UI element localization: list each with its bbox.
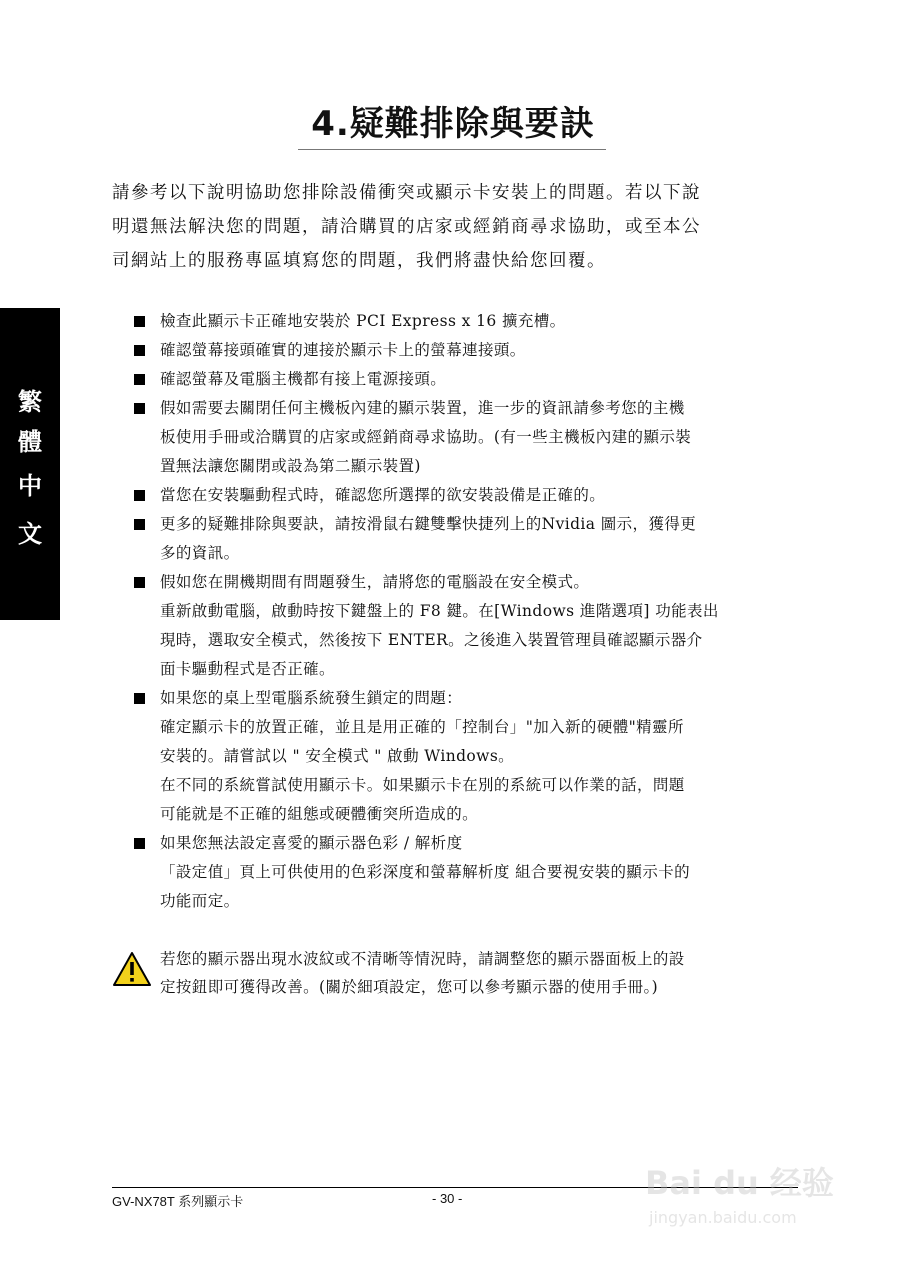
item-line: 「設定值」頁上可供使用的色彩深度和螢幕解析度 組合要視安裝的顯示卡的 bbox=[160, 863, 691, 881]
item-line: 如果您無法設定喜愛的顯示器色彩 / 解析度 bbox=[160, 834, 463, 852]
bullet-square-icon bbox=[134, 345, 145, 356]
list-item bbox=[134, 307, 796, 336]
intro-line: 請參考以下說明協助您排除設備衝突或顯示卡安裝上的問題。若以下說 bbox=[112, 183, 701, 203]
bullet-square-icon bbox=[134, 838, 145, 849]
item-line: 多的資訊。 bbox=[160, 544, 240, 562]
bullet-square-icon bbox=[134, 490, 145, 501]
list-item bbox=[134, 336, 796, 365]
footer-product: GV-NX78T 系列顯示卡 bbox=[112, 1194, 244, 1209]
language-side-tab bbox=[0, 308, 60, 620]
warning-note bbox=[112, 945, 798, 1001]
title-underline bbox=[298, 149, 606, 150]
item-line: 功能而定。 bbox=[160, 892, 240, 910]
item-line: 假如您在開機期間有問題發生，請將您的電腦設在安全模式。 bbox=[160, 573, 590, 591]
intro-paragraph bbox=[112, 176, 797, 278]
item-line: 在不同的系統嘗試使用顯示卡。如果顯示卡在別的系統可以作業的話，問題 bbox=[160, 776, 685, 794]
item-line: 板使用手冊或洽購買的店家或經銷商尋求協助。(有一些主機板內建的顯示裝 bbox=[160, 428, 692, 446]
list-item bbox=[134, 684, 796, 829]
intro-line: 司網站上的服務專區填寫您的問題，我們將盡快給您回覆。 bbox=[112, 251, 606, 271]
intro-line: 明還無法解決您的問題，請洽購買的店家或經銷商尋求協助，或至本公 bbox=[112, 217, 701, 237]
item-line: 現時，選取安全模式，然後按下 ENTER。之後進入裝置管理員確認顯示器介 bbox=[160, 631, 703, 649]
side-tab-char-4: 文 bbox=[18, 519, 42, 548]
list-item bbox=[134, 365, 796, 394]
list-item bbox=[134, 481, 796, 510]
item-line: 當您在安裝驅動程式時，確認您所選擇的欲安裝設備是正確的。 bbox=[160, 486, 606, 504]
warning-text bbox=[160, 945, 798, 1001]
warning-triangle-icon bbox=[112, 951, 152, 987]
watermark-logo: Bai du 经验 bbox=[645, 1164, 834, 1202]
watermark-url: jingyan.baidu.com bbox=[649, 1208, 797, 1227]
item-line: 面卡驅動程式是否正確。 bbox=[160, 660, 335, 678]
page-title: 4.疑難排除與要訣 bbox=[311, 104, 595, 144]
bullet-square-icon bbox=[134, 577, 145, 588]
item-line: 假如需要去關閉任何主機板內建的顯示裝置，進一步的資訊請參考您的主機 bbox=[160, 399, 685, 417]
item-line: 確認螢幕接頭確實的連接於顯示卡上的螢幕連接頭。 bbox=[160, 341, 526, 359]
item-line: 檢查此顯示卡正確地安裝於 PCI Express x 16 擴充槽。 bbox=[160, 312, 566, 330]
watermark bbox=[645, 1158, 865, 1258]
side-tab-char-3: 中 bbox=[18, 471, 42, 500]
warning-line: 若您的顯示器出現水波紋或不清晰等情況時，請調整您的顯示器面板上的設 bbox=[160, 950, 685, 968]
item-line: 更多的疑難排除與要訣，請按滑鼠右鍵雙擊快捷列上的Nvidia 圖示，獲得更 bbox=[160, 515, 697, 533]
bullet-square-icon bbox=[134, 374, 145, 385]
bullet-square-icon bbox=[134, 693, 145, 704]
bullet-square-icon bbox=[134, 316, 145, 327]
list-item bbox=[134, 394, 796, 481]
item-line: 置無法讓您關閉或設為第二顯示裝置) bbox=[160, 457, 421, 475]
bullet-square-icon bbox=[134, 403, 145, 414]
item-line: 確認螢幕及電腦主機都有接上電源接頭。 bbox=[160, 370, 447, 388]
item-line: 如果您的桌上型電腦系統發生鎖定的問題： bbox=[160, 689, 463, 707]
list-item bbox=[134, 829, 796, 916]
list-item bbox=[134, 568, 796, 684]
troubleshooting-list bbox=[134, 307, 796, 916]
list-item bbox=[134, 510, 796, 568]
page-number: - 30 - bbox=[432, 1191, 463, 1206]
bullet-square-icon bbox=[134, 519, 145, 530]
item-line: 可能就是不正確的組態或硬體衝突所造成的。 bbox=[160, 805, 479, 823]
item-line: 重新啟動電腦，啟動時按下鍵盤上的 F8 鍵。在[Windows 進階選項] 功能表出 bbox=[160, 602, 719, 620]
item-line: 安裝的。請嘗試以 " 安全模式 " 啟動 Windows。 bbox=[160, 747, 515, 765]
side-tab-char-1: 繁 bbox=[18, 387, 42, 416]
warning-line: 定按鈕即可獲得改善。(關於細項設定，您可以參考顯示器的使用手冊。) bbox=[160, 978, 659, 996]
side-tab-char-2: 體 bbox=[18, 427, 42, 456]
item-line: 確定顯示卡的放置正確，並且是用正確的「控制台」"加入新的硬體"精靈所 bbox=[160, 718, 684, 736]
